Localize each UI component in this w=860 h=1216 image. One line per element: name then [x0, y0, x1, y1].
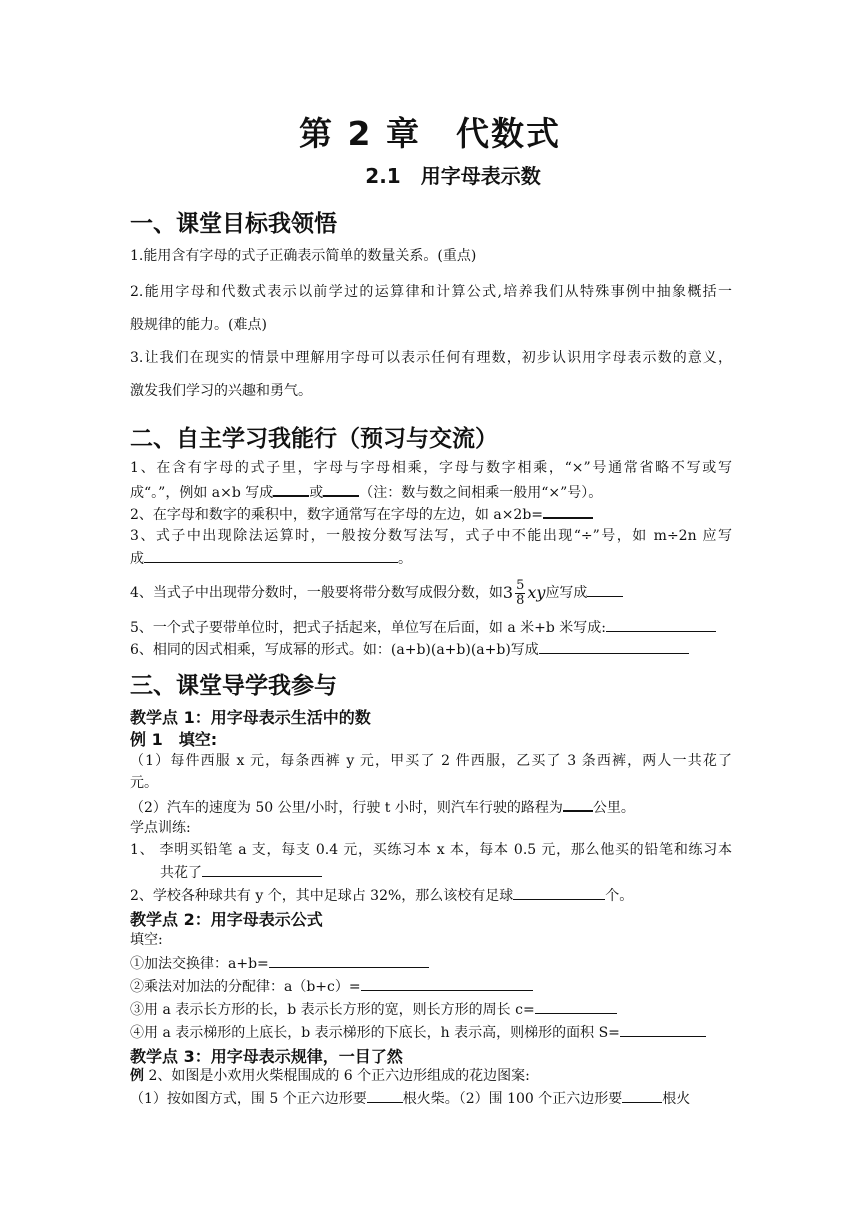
- fill-label: 填空:: [130, 932, 163, 948]
- s2-line-2-text-c: （注：数与数之间相乘一般用“×”号）。: [359, 485, 603, 501]
- s2-line-1: 1、在含有字母的式子里，字母与字母相乘，字母与数字相乘，“×”号通常省略不写或写: [130, 460, 732, 476]
- s2-line-2-text-b: 或: [309, 485, 324, 501]
- formula-3: [130, 999, 732, 1020]
- example-1-label: 例 1 填空:: [130, 730, 218, 749]
- fraction-numerator: 5: [516, 577, 525, 593]
- formula-4: [130, 1022, 732, 1043]
- section-2-heading: 二、自主学习我能行（预习与交流）: [130, 426, 498, 452]
- s2-line-3: [130, 503, 732, 525]
- answer-blank[interactable]: [144, 548, 398, 563]
- q1-line-a: （1）每件西服 x 元，每条西裤 y 元，甲买了 2 件西服，乙买了 3 条西裤，两人一共花了: [130, 753, 732, 769]
- s2-line-3-text: 2、在字母和数字的乘积中，数字通常写在字母的左边，如 a×2b=: [130, 507, 544, 523]
- example-2-text: 2、如图是小欢用火柴棍围成的 6 个正六边形组成的花边图案:: [144, 1068, 530, 1084]
- answer-blank[interactable]: [269, 953, 429, 968]
- s1-line-1: 1.能用含有字母的式子正确表示简单的数量关系。(重点): [130, 248, 477, 264]
- fraction-denominator: 8: [516, 592, 525, 608]
- s2-line-6-text-a: 4、当式子中出现带分数时，一般要将带分数写成假分数，如: [130, 585, 503, 601]
- q2-text-b: 公里。: [592, 800, 635, 816]
- answer-blank[interactable]: [273, 481, 309, 497]
- example-2-line: [130, 1066, 732, 1086]
- answer-blank[interactable]: [539, 639, 689, 654]
- mixed-number-whole: 3: [502, 583, 514, 602]
- s2-line-5: [130, 548, 732, 569]
- formula-4-text: ④用 a 表示梯形的上底长，b 表示梯形的下底长，h 表示高，则梯形的面积 S=: [130, 1025, 620, 1041]
- fraction: [515, 579, 525, 608]
- s2-line-5-text-b: 。: [398, 551, 412, 567]
- t2-text-a: 2、学校各种球共有 y 个，其中足球占 32%，那么该校有足球: [130, 888, 514, 904]
- s1-line-3: 般规律的能力。(难点): [130, 317, 267, 333]
- q3-text-a: （1）按如图方式，围 5 个正六边形要: [130, 1091, 367, 1107]
- answer-blank[interactable]: [535, 999, 617, 1014]
- t1-line-b: [160, 862, 762, 883]
- s2-line-7-text: 5、一个式子要带单位时，把式子括起来，单位写在后面，如 a 米+b 米写成:: [130, 620, 607, 636]
- formula-1-text: ①加法交换律：a+b=: [130, 956, 269, 972]
- q2-text-a: （2）汽车的速度为 50 公里/小时，行驶 t 小时，则汽车行驶的路程为: [130, 800, 563, 816]
- chapter-title: 第 2 章 代数式: [299, 114, 561, 153]
- answer-blank[interactable]: [563, 796, 593, 812]
- formula-2: [130, 976, 732, 997]
- teaching-point-3-heading: 教学点 3：用字母表示规律，一目了然: [130, 1047, 403, 1066]
- variable-xy: xy: [527, 583, 546, 602]
- answer-blank[interactable]: [587, 582, 623, 597]
- answer-blank[interactable]: [323, 481, 359, 497]
- t1-line-a: 1、 李明买铅笔 a 支，每支 0.4 元，买练习本 x 本，每本 0.5 元，那么他买的铅笔和练习本: [130, 842, 732, 858]
- answer-blank[interactable]: [361, 976, 533, 991]
- section-1-heading: 一、课堂目标我领悟: [130, 211, 337, 237]
- answer-blank[interactable]: [513, 885, 605, 900]
- s2-line-4: 3、式子中出现除法运算时，一般按分数写法写，式子中不能出现“÷”号，如 m÷2n 应写: [130, 528, 732, 544]
- example-2-label: 例: [130, 1068, 144, 1084]
- s2-line-2-text-a: 成“。”，例如 a×b 写成: [130, 485, 274, 501]
- formula-3-text: ③用 a 表示长方形的长，b 表示长方形的宽，则长方形的周长 c=: [130, 1002, 535, 1018]
- answer-blank[interactable]: [202, 862, 322, 877]
- q1-line-b: 元。: [130, 775, 158, 791]
- s2-line-2: [130, 481, 732, 503]
- formula-1: [130, 953, 732, 974]
- q3-text-b: 根火柴。（2）围 100 个正六边形要: [402, 1091, 623, 1107]
- answer-blank[interactable]: [606, 617, 716, 632]
- teaching-point-2-heading: 教学点 2：用字母表示公式: [130, 910, 323, 929]
- s1-line-2: 2.能用字母和代数式表示以前学过的运算律和计算公式,培养我们从特殊事例中抽象概括一: [130, 284, 732, 300]
- formula-2-text: ②乘法对加法的分配律：a（b+c）=: [130, 979, 361, 995]
- section-3-heading: 三、课堂导学我参与: [130, 673, 337, 699]
- s2-line-6-text-b: 应写成: [545, 585, 588, 601]
- s2-line-7: [130, 617, 732, 638]
- t1-text-b: 共花了: [160, 865, 202, 881]
- s2-line-8-text: 6、相同的因式相乘，写成幂的形式。如：(a+b)(a+b)(a+b)写成: [130, 642, 539, 658]
- q3-line: [130, 1088, 732, 1109]
- answer-blank[interactable]: [543, 503, 593, 519]
- t2-text-b: 个。: [605, 888, 634, 904]
- answer-blank[interactable]: [622, 1088, 662, 1103]
- answer-blank[interactable]: [620, 1022, 706, 1037]
- s1-line-5: 激发我们学习的兴趣和勇气。: [130, 383, 312, 399]
- q2-line: [130, 796, 732, 818]
- s1-line-4: 3.让我们在现实的情景中理解用字母可以表示任何有理数，初步认识用字母表示数的意义，: [130, 350, 732, 366]
- s2-line-5-text-a: 成: [130, 551, 144, 567]
- section-title: 2.1 用字母表示数: [365, 164, 541, 188]
- s2-line-8: [130, 639, 732, 660]
- teaching-point-1-heading: 教学点 1：用字母表示生活中的数: [130, 708, 371, 727]
- answer-blank[interactable]: [367, 1088, 403, 1103]
- t2-line: [130, 885, 732, 906]
- training-label: 学点训练:: [130, 820, 191, 836]
- s2-line-6: [130, 578, 732, 608]
- q3-text-c: 根火: [662, 1091, 691, 1107]
